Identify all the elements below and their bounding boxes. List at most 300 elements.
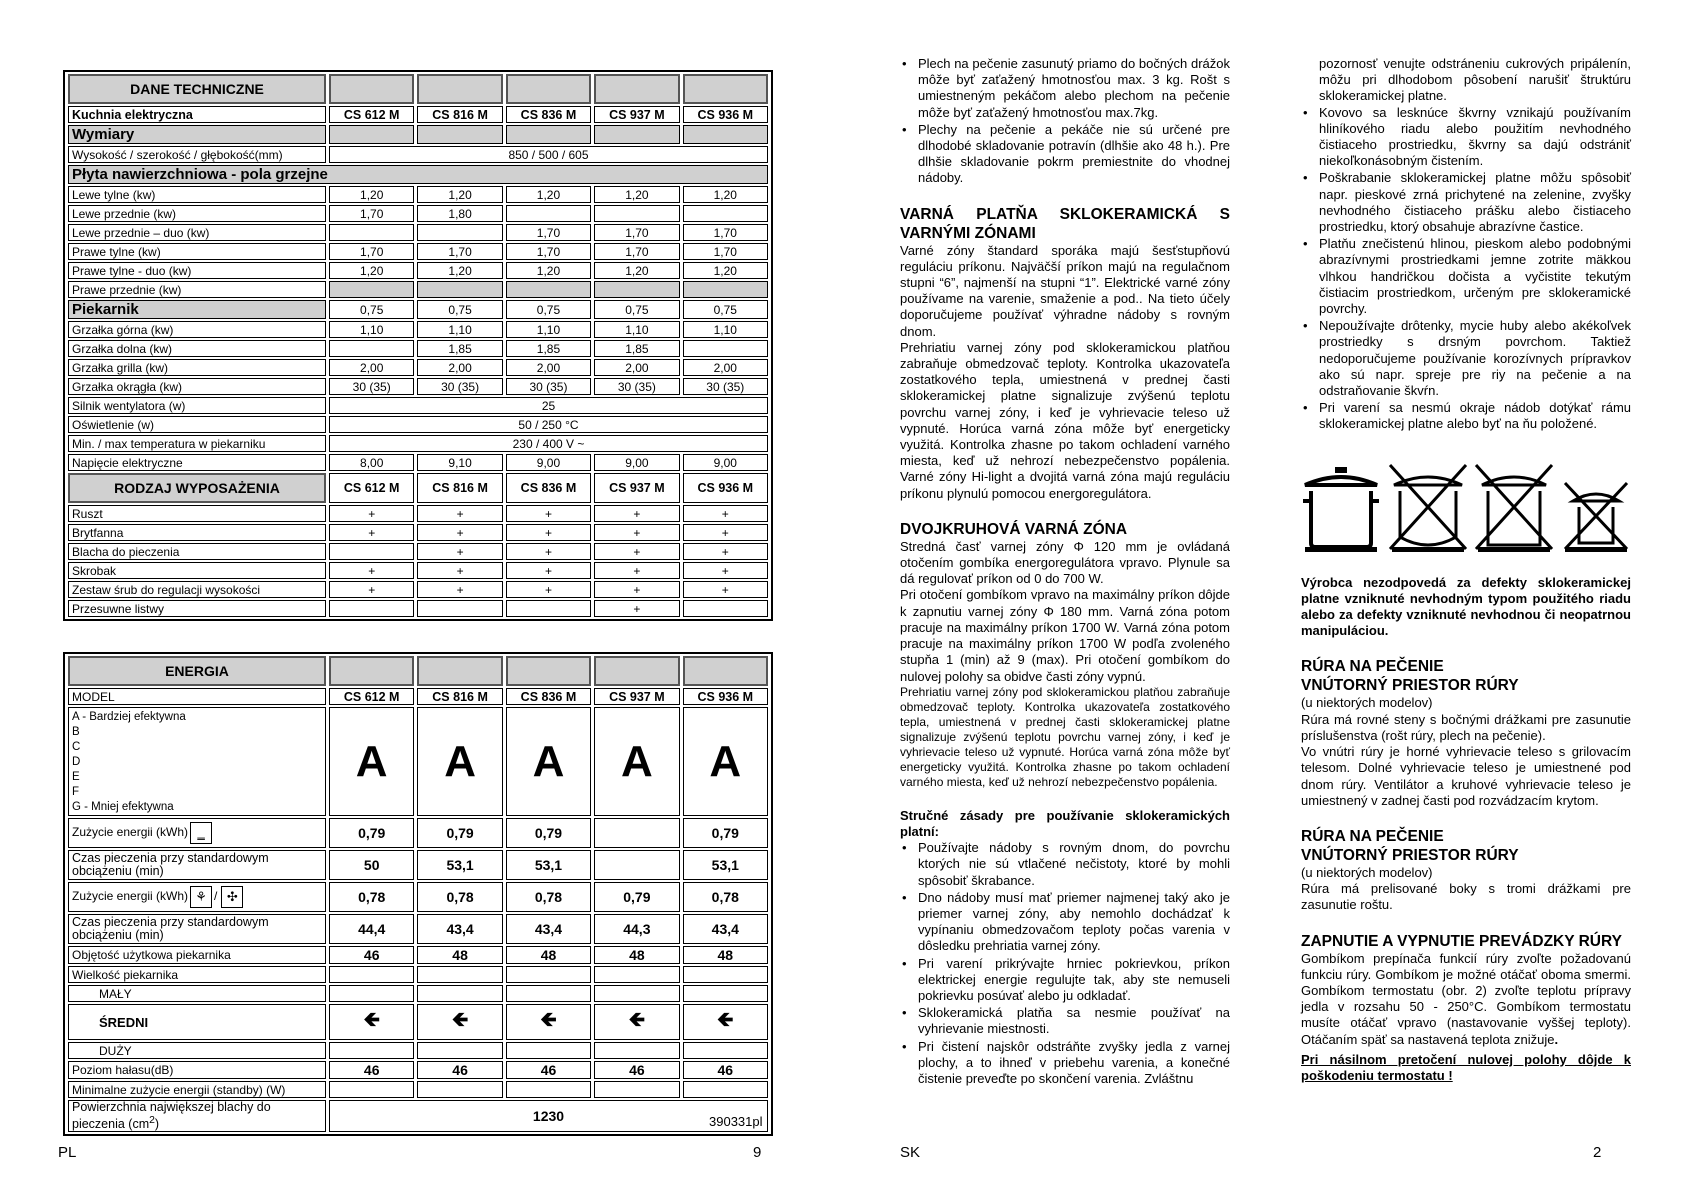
- row-label: Prawe tylne (kw): [68, 243, 326, 260]
- value-cell: 43,4: [683, 914, 768, 944]
- shaded-cell: [417, 125, 502, 144]
- row-label: Grzałka grilla (kw): [68, 359, 326, 376]
- row-label: [68, 818, 326, 848]
- table-row: [68, 543, 768, 560]
- value-cell: 2,00: [506, 359, 591, 376]
- value-cell: [329, 281, 414, 298]
- row-label: Przesuwne listwy: [68, 600, 326, 617]
- right-page-column-2: [1301, 56, 1631, 1084]
- row-label: [68, 1100, 326, 1132]
- model-name: CS 936 M: [683, 106, 768, 123]
- value-cell: 1,10: [506, 321, 591, 338]
- value-cell: 1,85: [417, 340, 502, 357]
- cleaning-rules-list: [1301, 105, 1631, 433]
- value-cell: [683, 600, 768, 617]
- value-cell: [594, 1081, 679, 1098]
- shaded-cell: [683, 125, 768, 144]
- row-label: Brytfanna: [68, 524, 326, 541]
- value-cell: 2,00: [594, 359, 679, 376]
- value-cell: 0,79: [329, 818, 414, 848]
- value-cell: 1,20: [417, 186, 502, 203]
- table-row: [68, 1042, 768, 1059]
- value-cell: 1,20: [683, 262, 768, 279]
- value-cell: 46: [417, 1061, 502, 1079]
- list-item: • Pri varení prikrývajte hrniec pokrievkou, príkon elektrickej energie regulujte tak, aby ste nemuseli pokrievku posúvať alebo ju odkladať.: [900, 956, 1230, 1005]
- value-cell: [417, 224, 502, 241]
- value-cell: +: [594, 600, 679, 617]
- value-cell: [594, 1042, 679, 1059]
- value-cell: +: [417, 562, 502, 579]
- value-cell: 1,80: [417, 205, 502, 222]
- paragraph: Prehriatiu varnej zóny pod sklokeramickou platňou zabraňuje obmedzovač teploty. Kontrolka ukazovateľa zostatkového tepla, umiestnená v prednej časti sklokeramickej platne signalizuje zvýšenú teplotu povrchu varnej zóny, i keď je vyhrievacie teleso už vypnuté. Horúca varná zóna môže byť energeticky využitá. Kontrolka zhasne po takom ochladení varného miesta, keď už nehrozí nebezpečenstvo popálenia. Varné zóny Hi-light a dvojitá varná zóna majú reguláciu príkonu plynulú pomocou energoregulátora.: [900, 339, 1230, 501]
- row-label: Lewe przednie (kw): [68, 205, 326, 222]
- value-cell: +: [683, 581, 768, 598]
- value-cell: 1,20: [329, 262, 414, 279]
- model-name: CS 936 M: [683, 688, 768, 705]
- pot-too-small-icon: [1561, 473, 1631, 553]
- table-header-row: [68, 656, 768, 686]
- value-cell: 30 (35): [417, 378, 502, 395]
- value-cell: 1,85: [506, 340, 591, 357]
- value-cell: +: [683, 543, 768, 560]
- value-cell: [329, 340, 414, 357]
- value-cell: [594, 281, 679, 298]
- value-cell: +: [329, 505, 414, 522]
- section-heading: VARNÁ PLATŇA SKLOKERAMICKÁ S VARNÝMI ZÓNAMI: [900, 205, 1230, 242]
- value-cell: [329, 1081, 414, 1098]
- value-cell: [329, 543, 414, 560]
- value-cell: 25: [329, 397, 768, 414]
- value-cell: 1,20: [506, 262, 591, 279]
- table-row: [68, 505, 768, 522]
- value-cell: [683, 1042, 768, 1059]
- header-blank-cell: [329, 656, 414, 686]
- value-cell: 43,4: [417, 914, 502, 944]
- value-cell: +: [594, 543, 679, 560]
- table-title: DANE TECHNICZNE: [68, 74, 326, 104]
- value-cell: 46: [594, 1061, 679, 1079]
- header-blank-cell: [417, 74, 502, 104]
- model-name: CS 936 M: [683, 473, 768, 503]
- row-label: Grzałka okrągła (kw): [68, 378, 326, 395]
- row-label-text: Powierzchnia największej blachy do pieczenia (cm: [72, 1100, 271, 1132]
- row-label: Objętość użytkowa piekarnika: [68, 946, 326, 964]
- warning-text: Výrobca nezodpovedá za defekty sklokeramickej platne vzniknuté nevhodným typom použitého riadu alebo za defekty vzniknuté nevhodnou či neopatrnou manipuláciou.: [1301, 574, 1631, 639]
- value-cell: 0,75: [506, 300, 591, 319]
- row-label: Ruszt: [68, 505, 326, 522]
- shaded-cell: [506, 125, 591, 144]
- value-cell: 1,20: [683, 186, 768, 203]
- model-name: CS 612 M: [329, 106, 414, 123]
- table-row: [68, 416, 768, 433]
- value-cell: 1,70: [683, 243, 768, 260]
- table-row: [68, 818, 768, 848]
- list-item: • Pri čistení najskôr odstráňte zvyšky jedla z varnej plochy, a to ihneď v priebehu varenia, a konečné čistenie preveďte po skončení varenia. Zvláštnu: [900, 1039, 1230, 1088]
- value-cell: [506, 600, 591, 617]
- value-cell: 9,10: [417, 454, 502, 471]
- value-cell: [417, 600, 502, 617]
- value-cell: +: [417, 581, 502, 598]
- model-name: CS 836 M: [506, 106, 591, 123]
- table-row: [68, 321, 768, 338]
- table-row: [68, 359, 768, 376]
- value-cell: 8,00: [329, 454, 414, 471]
- energy-class-label: G - Mniej efektywna: [72, 801, 174, 813]
- table-row: [68, 435, 768, 452]
- row-label: Poziom hałasu(dB): [68, 1061, 326, 1079]
- value-cell: 0,78: [417, 882, 502, 912]
- value-cell: +: [506, 505, 591, 522]
- value-cell: 9,00: [506, 454, 591, 471]
- table-row: [68, 378, 768, 395]
- row-label: Oświetlenie (w): [68, 416, 326, 433]
- value-cell: [506, 281, 591, 298]
- energy-class-label: D: [72, 756, 81, 768]
- value-cell: 0,79: [594, 882, 679, 912]
- row-label: [68, 882, 326, 912]
- list-item: • Používajte nádoby s rovným dnom, do povrchu ktorých nie sú vtlačené nečistoty, ktoré by mohli spôsobiť škrabance.: [900, 840, 1230, 889]
- value-cell: +: [594, 524, 679, 541]
- value-cell: 53,1: [417, 850, 502, 880]
- value-cell: 1,70: [329, 243, 414, 260]
- paragraph: Varné zóny štandard sporáka majú šesťstupňovú reguláciu príkonu. Najväčší príkon majú na regulačnom stupni “6”, najmenší na stupni “1”. Elektrické varné zóny používame na varenie, smaženie a pod.. Na tieto účely doporučujeme používať výhradne nádoby s rovným dnom.: [900, 242, 1230, 339]
- list-item: • Plechy na pečenie a pekáče nie sú určené pre dlhodobé skladovanie potravín (dlhšie ako 48 h.). Pre dlhšie skladovanie pokrm premiestnite do vhodnej nádoby.: [900, 122, 1230, 187]
- value-cell: 1,20: [506, 186, 591, 203]
- header-blank-cell: [683, 656, 768, 686]
- value-cell: [329, 600, 414, 617]
- subtitle: (u niektorých modelov): [1301, 864, 1433, 880]
- table-row: [68, 224, 768, 241]
- value-cell: [683, 985, 768, 1002]
- value-cell: 9,00: [594, 454, 679, 471]
- row-label: Silnik wentylatora (w): [68, 397, 326, 414]
- model-name: CS 836 M: [506, 473, 591, 503]
- value-cell: 1,70: [594, 243, 679, 260]
- row-label: Lewe przednie – duo (kw): [68, 224, 326, 241]
- value-cell: +: [683, 524, 768, 541]
- value-cell: 1,70: [506, 224, 591, 241]
- value-cell: 0,79: [417, 818, 502, 848]
- table-row: [68, 1004, 768, 1040]
- energy-table: [63, 652, 773, 1136]
- size-arrow-icon: 🡸: [506, 1004, 591, 1040]
- value-cell: 43,4: [506, 914, 591, 944]
- value-cell: 48: [506, 946, 591, 964]
- value-cell: 30 (35): [506, 378, 591, 395]
- value-cell: [683, 1081, 768, 1098]
- row-label: Min. / max temperatura w piekarniku: [68, 435, 326, 452]
- section-title: Wymiary: [68, 125, 326, 144]
- row-label: Blacha do pieczenia: [68, 543, 326, 560]
- energy-class-scale: [68, 707, 326, 816]
- energy-class-label: F: [72, 786, 80, 798]
- header-blank-cell: [594, 656, 679, 686]
- value-cell: 1,85: [594, 340, 679, 357]
- fan-circle-icon: ✣: [221, 886, 243, 908]
- oven-size-label: ŚREDNI: [68, 1004, 326, 1040]
- value-cell: 0,78: [683, 882, 768, 912]
- period: .: [1554, 1031, 1559, 1047]
- table-row: [68, 966, 768, 983]
- cookware-illustration: [1301, 453, 1631, 553]
- value-cell: [417, 281, 502, 298]
- row-label: MODEL: [68, 688, 326, 705]
- value-cell: 48: [683, 946, 768, 964]
- table-row: [68, 1081, 768, 1098]
- value-cell: [594, 818, 679, 848]
- energy-class-label: E: [72, 771, 80, 783]
- table-row: [68, 581, 768, 598]
- list-item: • Plech na pečenie zasunutý priamo do bočných drážok môže byť zaťažený hmotnosťou max. 3 kg. Rošt s umiestneným pekáčom alebo plechom na pečenie môže byť zaťažený hmotnosťou max.7kg.: [900, 56, 1230, 121]
- value-cell: 1,70: [417, 243, 502, 260]
- row-label-text: ): [154, 1117, 160, 1132]
- table-title: RODZAJ WYPOSAŻENIA: [68, 473, 326, 503]
- value-cell: 0,79: [683, 818, 768, 848]
- value-cell: [683, 966, 768, 983]
- value-cell: 48: [417, 946, 502, 964]
- oven-size-label: MAŁY: [68, 985, 326, 1002]
- table-row: [68, 946, 768, 964]
- section-title: Płyta nawierzchniowa - pola grzejne: [68, 165, 768, 184]
- model-name: CS 816 M: [417, 688, 502, 705]
- paragraph: Rúra má prelisované boky s tromi drážkami pre zasunutie roštu.: [1301, 881, 1631, 913]
- right-page-column-1: [900, 56, 1230, 1088]
- table-row: [68, 186, 768, 203]
- footer-page-number: 2: [1593, 1144, 1602, 1161]
- energy-class-row: [68, 707, 768, 816]
- value-cell: 1,20: [594, 186, 679, 203]
- size-arrow-icon: 🡸: [329, 1004, 414, 1040]
- row-label: Kuchnia elektryczna: [68, 106, 326, 123]
- value-cell: [329, 224, 414, 241]
- table-row: [68, 1100, 768, 1132]
- value-cell: +: [683, 562, 768, 579]
- section-heading: ZAPNUTIE A VYPNUTIE PREVÁDZKY RÚRY: [1301, 932, 1622, 950]
- usage-rules-list: [900, 840, 1230, 1087]
- value-cell: 0,78: [506, 882, 591, 912]
- energy-class-value: A: [594, 707, 679, 816]
- model-name: CS 937 M: [594, 688, 679, 705]
- value-cell: 1,70: [594, 224, 679, 241]
- value-cell: +: [683, 505, 768, 522]
- energy-class-value: A: [329, 707, 414, 816]
- value-cell: [329, 1042, 414, 1059]
- model-row: [68, 106, 768, 123]
- row-label: Grzałka górna (kw): [68, 321, 326, 338]
- value-cell: 30 (35): [594, 378, 679, 395]
- pot-wrong-bottom-icon: [1388, 461, 1468, 553]
- table-row: [68, 146, 768, 163]
- row-label: Wysokość / szerokość / głębokość(mm): [68, 146, 326, 163]
- table-row: [68, 262, 768, 279]
- value-cell: [594, 985, 679, 1002]
- table-header-row: [68, 473, 768, 503]
- row-label: Minimalne zużycie energii (standby) (W): [68, 1081, 326, 1098]
- value-cell: 1,70: [329, 205, 414, 222]
- row-label: Zestaw śrub do regulacji wysokości: [68, 581, 326, 598]
- value-cell: +: [594, 581, 679, 598]
- value-cell: [506, 1042, 591, 1059]
- energy-class-value: A: [683, 707, 768, 816]
- value-cell: 1,20: [329, 186, 414, 203]
- value-cell: 1,20: [594, 262, 679, 279]
- header-blank-cell: [506, 656, 591, 686]
- oven-size-label: DUŻY: [68, 1042, 326, 1059]
- header-blank-cell: [417, 656, 502, 686]
- value-cell: 230 / 400 V ~: [329, 435, 768, 452]
- value-cell: [329, 966, 414, 983]
- value-cell: [417, 985, 502, 1002]
- list-item: • Platňu znečistenú hlinou, pieskom alebo podobnými abrazívnymi prostriedkami jemne zotrite mäkkou vlhkou handričkou dočista a vyčistite tekutým čistiacim prostriedkom, určeným pre sklokeramické povrchy.: [1301, 236, 1631, 317]
- header-blank-cell: [506, 74, 591, 104]
- value-cell: 2,00: [329, 359, 414, 376]
- subsection-heading: Stručné zásady pre používanie sklokeramických platní:: [900, 807, 1230, 839]
- energy-class-value: A: [506, 707, 591, 816]
- value-cell: +: [506, 543, 591, 560]
- row-label: Wielkość piekarnika: [68, 966, 326, 983]
- row-label: Czas pieczenia przy standardowym obciążeniu (min): [68, 850, 326, 880]
- value-cell: [506, 966, 591, 983]
- section-heading: VNÚTORNÝ PRIESTOR RÚRY: [1301, 677, 1519, 695]
- paragraph: Stredná časť varnej zóny Φ 120 mm je ovládaná otočením gombíka energoregulátora vpravo. Plynule sa dá regulovať príkon od 0 do 700 W.: [900, 538, 1230, 587]
- row-label: Prawe tylne - duo (kw): [68, 262, 326, 279]
- paragraph: [1301, 951, 1631, 1048]
- value-cell: [506, 1081, 591, 1098]
- value-cell: 1,10: [417, 321, 502, 338]
- list-item: • Pri varení sa nesmú okraje nádob dotýkať rámu sklokeramickej platne alebo byť na ňu položené.: [1301, 400, 1631, 432]
- size-arrow-icon: 🡸: [417, 1004, 502, 1040]
- row-label-text: Zużycie energii (kWh): [72, 889, 189, 904]
- model-name: CS 816 M: [417, 106, 502, 123]
- value-cell: 2,00: [417, 359, 502, 376]
- table-row: [68, 914, 768, 944]
- size-arrow-icon: 🡸: [683, 1004, 768, 1040]
- warning-text: Pri násilnom pretočení nulovej polohy dôjde k poškodeniu termostatu !: [1301, 1051, 1631, 1083]
- value-cell: [329, 985, 414, 1002]
- value-cell: 44,4: [329, 914, 414, 944]
- value-cell: [683, 340, 768, 357]
- value-cell: [506, 985, 591, 1002]
- list-item: • Kovovo sa lesknúce škvrny vznikajú používaním hliníkového riadu alebo použitím nevhodného čistiaceho prostriedku, škvrny sa dajú odstrániť niekoľkonásobným čistením.: [1301, 105, 1631, 170]
- value-cell: 1230: [329, 1100, 768, 1132]
- energy-class-label: C: [72, 741, 81, 753]
- tray-notes-list: [900, 56, 1230, 187]
- footer-language: SK: [900, 1144, 921, 1161]
- list-item: • Sklokeramická platňa sa nesmie používať na vyhrievanie miestnosti.: [900, 1005, 1230, 1037]
- value-cell: +: [417, 543, 502, 560]
- pot-wrong-size-icon: [1474, 461, 1554, 553]
- table-header-row: [68, 74, 768, 104]
- value-cell: 1,10: [683, 321, 768, 338]
- value-cell: 0,75: [683, 300, 768, 319]
- section-heading: VNÚTORNÝ PRIESTOR RÚRY: [1301, 846, 1519, 864]
- model-name: CS 612 M: [329, 473, 414, 503]
- value-cell: 0,75: [329, 300, 414, 319]
- value-cell: 9,00: [683, 454, 768, 471]
- row-label: Skrobak: [68, 562, 326, 579]
- energy-class-value: A: [417, 707, 502, 816]
- table-row: [68, 205, 768, 222]
- section-row: [68, 300, 768, 319]
- value-cell: [506, 205, 591, 222]
- shaded-cell: [329, 125, 414, 144]
- table-row: [68, 985, 768, 1002]
- value-cell: [417, 1042, 502, 1059]
- model-name: CS 937 M: [594, 106, 679, 123]
- model-name: CS 937 M: [594, 473, 679, 503]
- section-row: [68, 165, 768, 184]
- list-item: • Dno nádoby musí mať priemer najmenej taký ako je priemer varnej zóny, aby nemohlo dochádzať k vypínaniu obmedzovačom teploty počas varenia v dôsledku prehriatia varnej zóny.: [900, 890, 1230, 955]
- paragraph: Rúra má rovné steny s bočnými drážkami pre zasunutie príslušenstva (rošt rúry, plech na pečenie).: [1301, 711, 1631, 743]
- value-cell: 1,10: [329, 321, 414, 338]
- value-cell: 50: [329, 850, 414, 880]
- pot-correct-icon: [1301, 461, 1381, 553]
- value-cell: 0,75: [417, 300, 502, 319]
- value-cell: 46: [329, 946, 414, 964]
- value-cell: [594, 205, 679, 222]
- row-label: Czas pieczenia przy standardowym obciążeniu (min): [68, 914, 326, 944]
- value-cell: [683, 205, 768, 222]
- value-cell: 0,78: [329, 882, 414, 912]
- technical-data-table: [63, 70, 773, 621]
- model-name: CS 816 M: [417, 473, 502, 503]
- value-cell: [417, 1081, 502, 1098]
- model-row: [68, 688, 768, 705]
- value-cell: 48: [594, 946, 679, 964]
- conventional-heating-icon: ‗: [190, 822, 212, 844]
- row-label-text: 2: [149, 1115, 155, 1126]
- value-cell: 0,79: [506, 818, 591, 848]
- separator: /: [214, 889, 218, 904]
- energy-class-label: B: [72, 726, 80, 738]
- value-cell: [594, 966, 679, 983]
- model-name: CS 612 M: [329, 688, 414, 705]
- list-item: • Nepoužívajte drôtenky, mycie huby alebo akékoľvek prostriedky s drsným povrchom. Taktiež nedoporučujeme používanie korozívnych prípravkov ako sú napr. spreje pre riy na pečenie a na odstraňovanie škvŕn.: [1301, 318, 1631, 399]
- model-name: CS 836 M: [506, 688, 591, 705]
- table-row: [68, 454, 768, 471]
- value-cell: +: [506, 581, 591, 598]
- row-label: Napięcie elektryczne: [68, 454, 326, 471]
- size-arrow-icon: 🡸: [594, 1004, 679, 1040]
- section-heading: DVOJKRUHOVÁ VARNÁ ZÓNA: [900, 520, 1128, 538]
- thermostat-text: Gombíkom prepínača funkcií rúry zvoľte požadovanú funkciu rúry. Gombíkom je možné otáčať oboma smermi. Gombíkom termostatu (obr. 2) zvoľte teplotu prípravy jedla v rozsahu 50 - 250°C. Gombíkom termostatu musíte otáčať vpravo (nastavovanie vyššej teploty). Otáčaním späť sa nastavená teplota znižuje: [1301, 950, 1631, 1047]
- value-cell: +: [506, 562, 591, 579]
- dimensions-value: 850 / 500 / 605: [329, 146, 768, 163]
- value-cell: 30 (35): [683, 378, 768, 395]
- value-cell: [683, 281, 768, 298]
- document-code: 390331pl: [709, 1114, 763, 1129]
- row-label: Lewe tylne (kw): [68, 186, 326, 203]
- section-row: [68, 125, 768, 144]
- paragraph: Pri otočení gombíkom vpravo na maximálny príkon dôjde k zapnutiu varnej zóny Φ 180 mm. Varná zóna potom pracuje na maximálny príkon 1700 W. Varná zóna potom pracuje na maximálny príkon 1700 W podľa zvoleného stupňa 1 (min) až 9 (max). Pri otočení gombíkom do nulovej polohy sa obidve časti zóny vypnú.: [900, 587, 1230, 684]
- paragraph: Prehriatiu varnej zóny pod sklokeramickou platňou zabraňuje obmedzovač teploty. Kontrolka ukazovateľa zostatkového tepla, umiestnená v prednej časti sklokeramickej platne signalizuje zvýšenú teplotu povrchu varnej zóny, i keď je vyhrievacie teleso už vypnuté. Horúca varná zóna môže byť energeticky využitá. Kontrolka zhasne po takom ochladení varného miesta, keď už nehrozí nebezpečenstvo popálenia.: [900, 684, 1230, 789]
- row-label: Prawe przednie (kw): [68, 281, 326, 298]
- value-cell: +: [506, 524, 591, 541]
- value-cell: 1,70: [683, 224, 768, 241]
- value-cell: +: [417, 524, 502, 541]
- header-blank-cell: [594, 74, 679, 104]
- value-cell: 1,70: [506, 243, 591, 260]
- value-cell: 46: [329, 1061, 414, 1079]
- table-row: [68, 281, 768, 298]
- energy-class-label: A - Bardziej efektywna: [72, 711, 186, 723]
- footer-language: PL: [58, 1144, 77, 1161]
- value-cell: 53,1: [506, 850, 591, 880]
- value-cell: +: [594, 562, 679, 579]
- header-blank-cell: [329, 74, 414, 104]
- left-page: [0, 0, 842, 1192]
- section-heading: RÚRA NA PEČENIE: [1301, 658, 1444, 676]
